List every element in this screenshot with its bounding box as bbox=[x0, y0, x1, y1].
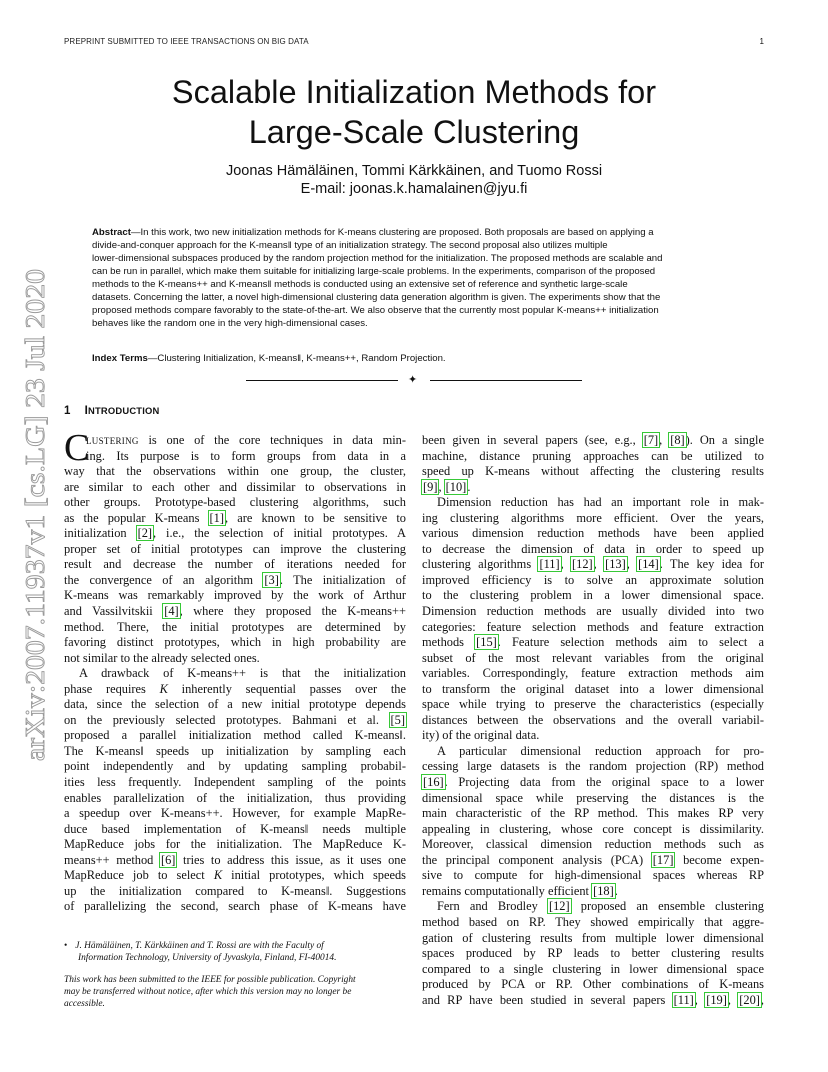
footnote-line: may be transferred without notice, after which this version may no longer be bbox=[64, 986, 352, 997]
index-terms bbox=[92, 352, 738, 365]
text-run: up the initialization compared to K-means‖. Suggestions bbox=[64, 883, 406, 898]
text-line bbox=[422, 791, 764, 807]
footnote-line: This work has been submitted to the IEEE for possible publication. Copyright bbox=[64, 975, 356, 985]
text-line bbox=[422, 868, 764, 884]
text-line bbox=[422, 853, 764, 869]
text-run: A drawback of K-means++ is that the initialization bbox=[79, 666, 406, 681]
text-run: are similar to each other and dissimilar to observations in bbox=[64, 479, 406, 494]
text-run: proposed a parallel initialization method called K-means‖. bbox=[64, 728, 406, 743]
citation-link[interactable]: [3] bbox=[264, 572, 279, 587]
text-run: The K-means‖ speeds up initialization by sampling each bbox=[64, 743, 406, 758]
text-run: , bbox=[626, 557, 638, 572]
abstract-line: divide-and-conquer approach for the K-means‖ type of an initialization strategy. The second proposal also utilizes multiple bbox=[92, 240, 608, 251]
footnote-line: • J. Hämäläinen, T. Kärkkäinen and T. Rossi are with the Faculty of bbox=[64, 941, 324, 951]
text-run: distances between the observations and the overall variabil- bbox=[422, 712, 764, 727]
text-line bbox=[64, 557, 406, 573]
text-line bbox=[64, 635, 406, 651]
text-line bbox=[64, 604, 406, 620]
text-line bbox=[64, 511, 406, 527]
footnote-line: accessible. bbox=[64, 998, 105, 1009]
text-line bbox=[422, 480, 764, 496]
text-run: way that the observations within one group, the cluster, bbox=[64, 464, 406, 479]
text-line bbox=[64, 588, 406, 604]
text-run: main characteristic of the RP method. This makes RP very bbox=[422, 806, 764, 821]
text-run: method. There, the initial prototypes are determined by bbox=[64, 619, 406, 634]
citation-link[interactable]: [12] bbox=[572, 557, 593, 572]
citation-link[interactable]: [5] bbox=[390, 712, 405, 727]
citation-link[interactable]: [10] bbox=[445, 479, 467, 494]
text-run: spaces produced by RP leads to better clustering results bbox=[422, 946, 764, 961]
text-run: produced by PCA or RP. Other combinations of K-means bbox=[422, 977, 764, 992]
citation-link[interactable]: [11] bbox=[673, 992, 694, 1007]
paper-title bbox=[100, 72, 728, 152]
citation-link[interactable]: [19] bbox=[706, 992, 727, 1007]
citation-link[interactable]: [7] bbox=[643, 433, 659, 447]
text-line bbox=[422, 682, 764, 698]
citation-link[interactable]: [9] bbox=[423, 479, 438, 494]
text-line bbox=[422, 433, 764, 449]
title-line: Large-Scale Clustering bbox=[248, 114, 580, 150]
left-text-column bbox=[64, 427, 406, 915]
abstract-line: methods to the K-means++ and K-means‖ methods is conducted using an extensive set of reference and synthetic large-scale bbox=[92, 279, 628, 290]
text-run: cessing large datasets is the random projection (RP) method bbox=[422, 759, 764, 774]
text-line bbox=[422, 822, 764, 838]
text-line bbox=[422, 931, 764, 947]
abstract-label: Abstract bbox=[92, 227, 131, 238]
text-line bbox=[422, 697, 764, 713]
math-variable: K bbox=[159, 681, 168, 696]
text-line bbox=[422, 993, 764, 1009]
citation-link[interactable]: [6] bbox=[160, 852, 176, 867]
text-run: ing. Its purpose is to form groups from data in a bbox=[86, 448, 406, 463]
text-run: . The initialization of bbox=[279, 572, 406, 587]
text-run: proposed an ensemble clustering bbox=[570, 899, 764, 914]
small-caps-word: lustering bbox=[86, 433, 139, 447]
text-line bbox=[64, 822, 406, 838]
text-run: duce based implementation of K-means‖ needs multiple bbox=[64, 821, 406, 836]
arxiv-stamp-text[interactable]: arXiv:2007.11937v1 [cs.LG] 23 Jul 2020 bbox=[19, 306, 50, 761]
bullet-icon: • bbox=[64, 941, 68, 951]
citation-link[interactable]: [14] bbox=[638, 557, 659, 572]
math-variable: K bbox=[213, 868, 223, 883]
text-line bbox=[422, 884, 764, 900]
citation-link[interactable]: [15] bbox=[476, 635, 497, 650]
text-run: subset of the most relevant variables from the original bbox=[422, 650, 764, 665]
section-heading-introduction bbox=[64, 405, 159, 417]
text-line bbox=[64, 526, 406, 542]
text-run: ). On a single bbox=[685, 433, 764, 447]
text-run: methods bbox=[422, 635, 476, 650]
citation-link[interactable]: [17] bbox=[652, 852, 674, 867]
page-number: 1 bbox=[759, 37, 764, 46]
text-run: , bbox=[560, 557, 572, 572]
text-run: proper set of initial prototypes can improve the clustering bbox=[64, 541, 406, 556]
text-line bbox=[64, 744, 406, 760]
text-run: been given in several papers (see, e.g., bbox=[422, 433, 643, 447]
abstract-line: can be run in parallel, which make them suitable for initializing large-scale problems. In the experiments, comparison of the proposed bbox=[92, 266, 656, 277]
author-names: Joonas Hämäläinen, Tommi Kärkkäinen, and Tuomo Rossi bbox=[225, 163, 603, 179]
text-run: favoring distinct prototypes, which in high probability are bbox=[64, 635, 406, 650]
text-run: Fern and Brodley bbox=[437, 899, 548, 914]
text-run: the principal component analysis (PCA) bbox=[422, 852, 652, 867]
text-run: clustering algorithms bbox=[422, 557, 539, 572]
section-divider bbox=[246, 374, 582, 386]
text-run: improved efficiency is to solve an approximate solution bbox=[422, 572, 764, 587]
citation-link[interactable]: [8] bbox=[670, 433, 685, 447]
text-line bbox=[422, 899, 764, 915]
running-header: PREPRINT SUBMITTED TO IEEE TRANSACTIONS ON BIG DATA bbox=[64, 37, 309, 46]
text-line bbox=[422, 495, 764, 511]
text-line bbox=[422, 542, 764, 558]
text-run: compared to a single clustering in lower dimensional space bbox=[422, 961, 764, 976]
text-run: , bbox=[694, 992, 706, 1007]
text-run: means++ method bbox=[64, 852, 160, 867]
text-line bbox=[422, 620, 764, 636]
text-run: , bbox=[760, 992, 765, 1007]
text-line bbox=[422, 837, 764, 853]
footnote-copyright bbox=[64, 975, 406, 1010]
text-line bbox=[64, 620, 406, 636]
text-line bbox=[64, 837, 406, 853]
text-run: sive to compute for high-dimensional spaces whereas RP bbox=[422, 868, 764, 883]
text-run: , where they proposed the K-means++ bbox=[179, 604, 406, 619]
text-line bbox=[64, 666, 406, 682]
text-line bbox=[64, 464, 406, 480]
text-line bbox=[422, 962, 764, 978]
text-line bbox=[64, 682, 406, 698]
text-line bbox=[64, 806, 406, 822]
text-line bbox=[422, 775, 764, 791]
citation-link[interactable]: [1] bbox=[209, 510, 224, 525]
text-run: to decrease the dimension of data in order to speed up bbox=[422, 541, 764, 556]
text-run: is one of the core techniques in data min- bbox=[138, 433, 406, 447]
arxiv-stamp[interactable] bbox=[13, 265, 53, 765]
text-run: initial prototypes, which speeds bbox=[222, 868, 406, 883]
footnote-line: Information Technology, University of Jyvaskyla, Finland, FI-40014. bbox=[78, 952, 337, 963]
text-run: , are known to be sensitive to bbox=[224, 510, 406, 525]
divider-diamond-icon: ✦ bbox=[408, 373, 418, 386]
abstract-line: datasets. Concerning the latter, a novel high-dimensional clustering data generation algorithm is given. The experiments show that the bbox=[92, 292, 661, 303]
abstract-line: behaves like the random one in the very high-dimensional cases. bbox=[92, 318, 368, 329]
text-run: method based on RP. They showed empirically that aggre- bbox=[422, 914, 764, 929]
text-line bbox=[422, 806, 764, 822]
text-line bbox=[64, 480, 406, 496]
text-run: . Feature selection methods aim to select a bbox=[497, 635, 764, 650]
text-run: initialization bbox=[64, 526, 137, 541]
text-run: speed up K-means without affecting the clustering results bbox=[422, 464, 764, 479]
text-run: , i.e., the selection of initial prototypes. A bbox=[153, 526, 406, 541]
text-run: , bbox=[727, 992, 739, 1007]
text-run: Dimension reduction has had an important role in mak- bbox=[437, 495, 764, 510]
text-line bbox=[64, 713, 406, 729]
citation-link[interactable]: [13] bbox=[605, 557, 626, 572]
text-run: ing clustering algorithms more efficient. Over the years, bbox=[422, 510, 764, 525]
text-line bbox=[422, 449, 764, 465]
index-terms-text: —Clustering Initialization, K-means‖, K-means++, Random Projection. bbox=[147, 353, 446, 364]
text-run: tries to address this issue, as it uses one bbox=[176, 852, 406, 867]
text-run: dimensional space while preserving the distances is the bbox=[422, 790, 764, 805]
abstract-line: proposed methods compare favorably to the state-of-the-art. We also observe that the currently most popular K-means++ initialization bbox=[92, 305, 659, 316]
section-title-initial: I bbox=[84, 405, 89, 417]
divider-rule-right bbox=[430, 380, 582, 381]
text-run: , bbox=[438, 479, 445, 494]
text-run: MapReduce jobs for the initialization. The MapReduce K- bbox=[64, 837, 406, 852]
section-title-rest: NTRODUCTION bbox=[88, 405, 160, 416]
text-run: the convergence of an algorithm bbox=[64, 572, 264, 587]
text-line bbox=[422, 744, 764, 760]
author-email: E-mail: joonas.k.hamalainen@jyu.fi bbox=[300, 181, 528, 197]
text-run: enables parallelization of the initialization, thus providing bbox=[64, 790, 406, 805]
text-run: ities less frequently. Independent sampling of the points bbox=[64, 775, 406, 790]
text-run: gation of clustering results from multiple lower dimensional bbox=[422, 930, 764, 945]
text-line bbox=[64, 573, 406, 589]
text-line bbox=[422, 759, 764, 775]
abstract bbox=[92, 226, 738, 330]
text-line bbox=[422, 713, 764, 729]
citation-link[interactable]: [2] bbox=[137, 526, 153, 541]
text-run: categories: feature selection methods and feature extraction bbox=[422, 619, 764, 634]
text-run: space while trying to preserve the characteristics (especially bbox=[422, 697, 764, 712]
text-line bbox=[422, 511, 764, 527]
text-run: . bbox=[614, 883, 618, 898]
text-line bbox=[422, 915, 764, 931]
text-run: remains computationally efficient bbox=[422, 883, 593, 898]
text-line bbox=[422, 946, 764, 962]
footnote-affiliation bbox=[64, 941, 406, 965]
text-line bbox=[64, 542, 406, 558]
text-run: variables. Correspondingly, feature extraction methods aim bbox=[422, 666, 764, 681]
text-run: data, since the selection of a new initial prototype depends bbox=[64, 697, 406, 712]
text-run: not similar to the already selected ones. bbox=[64, 650, 260, 665]
text-line bbox=[64, 868, 406, 884]
text-run: machine, distance pruning approaches can be utilized to bbox=[422, 448, 764, 463]
text-line bbox=[422, 573, 764, 589]
text-run: Moreover, classical dimension reduction methods such as bbox=[422, 837, 764, 852]
text-run: . bbox=[467, 479, 471, 494]
text-line bbox=[422, 977, 764, 993]
text-line bbox=[64, 775, 406, 791]
text-line bbox=[64, 884, 406, 900]
text-line bbox=[64, 651, 406, 667]
text-line bbox=[422, 604, 764, 620]
text-line bbox=[422, 666, 764, 682]
text-run: to transform the original dataset into a lower dimensional bbox=[422, 681, 764, 696]
text-run: MapReduce job to select bbox=[64, 868, 214, 883]
title-line: Scalable Initialization Methods for bbox=[171, 74, 657, 110]
text-line bbox=[64, 853, 406, 869]
text-run: to the clustering problem in a lower dimensional space. bbox=[422, 588, 764, 603]
text-run: A particular dimensional reduction approach for pro- bbox=[437, 743, 764, 758]
section-number: 1 bbox=[64, 405, 71, 417]
text-run: as the popular K-means bbox=[64, 510, 209, 525]
text-run: point independently and by updating sampling probabil- bbox=[64, 759, 406, 774]
citation-link[interactable]: [4] bbox=[164, 604, 179, 619]
text-line bbox=[422, 557, 764, 573]
abstract-line: Abstract—In this work, two new initialization methods for K-means clustering are proposed. Both proposals are based on applying a bbox=[92, 227, 654, 238]
text-run: on the previously selected prototypes. Bahmani et al. bbox=[64, 712, 390, 727]
index-terms-label: Index Terms bbox=[92, 353, 148, 364]
text-run: become expen- bbox=[674, 852, 765, 867]
text-run: , bbox=[659, 433, 670, 447]
text-line bbox=[422, 464, 764, 480]
text-run: result and decrease the number of iterations needed for bbox=[64, 557, 406, 572]
text-run: Dimension reduction methods are usually divided into two bbox=[422, 604, 764, 619]
text-run: of parallelizing the second, search phase of K-means have bbox=[64, 899, 406, 914]
text-run: and RP have been studied in several papers bbox=[422, 992, 673, 1007]
text-line bbox=[422, 651, 764, 667]
abstract-line: lower-dimensional subspaces produced by the random projection method for the initialization. The proposed methods are scalable and bbox=[92, 253, 663, 264]
text-run: appealing in clustering, whose core concept is dissimilarity. bbox=[422, 821, 764, 836]
text-run: a speedup over K-means++. However, for example MapRe- bbox=[64, 806, 406, 821]
text-run: inherently sequential passes over the bbox=[167, 681, 406, 696]
drop-cap: C bbox=[64, 427, 90, 469]
text-run: . The key idea for bbox=[659, 557, 765, 572]
text-line bbox=[422, 635, 764, 651]
author-block bbox=[100, 162, 728, 198]
text-line bbox=[64, 697, 406, 713]
text-run: K-means was remarkably improved by the work of Arthur bbox=[64, 588, 406, 603]
text-run: other groups. Prototype-based clustering algorithms, such bbox=[64, 495, 406, 510]
text-run: , bbox=[593, 557, 605, 572]
citation-link[interactable]: [12] bbox=[548, 899, 570, 914]
text-line bbox=[64, 728, 406, 744]
text-line bbox=[64, 791, 406, 807]
text-line bbox=[64, 759, 406, 775]
text-line bbox=[64, 449, 406, 465]
text-run: and Vassilvitskii bbox=[64, 604, 164, 619]
divider-rule-left bbox=[246, 380, 398, 381]
text-line bbox=[64, 899, 406, 915]
text-line bbox=[422, 728, 764, 744]
text-line bbox=[64, 495, 406, 511]
text-run: various dimension reduction methods have been applied bbox=[422, 526, 764, 541]
citation-link[interactable]: [20] bbox=[739, 992, 760, 1007]
text-line bbox=[422, 526, 764, 542]
text-run: . Projecting data from the original space to a lower bbox=[444, 775, 764, 790]
right-text-column bbox=[422, 433, 764, 1008]
text-line bbox=[422, 588, 764, 604]
citation-link[interactable]: [18] bbox=[593, 883, 614, 898]
text-run: phase requires bbox=[64, 681, 160, 696]
text-run: ity) of the original data. bbox=[422, 728, 540, 743]
citation-link[interactable]: [11] bbox=[539, 557, 560, 572]
citation-link[interactable]: [16] bbox=[423, 775, 444, 790]
